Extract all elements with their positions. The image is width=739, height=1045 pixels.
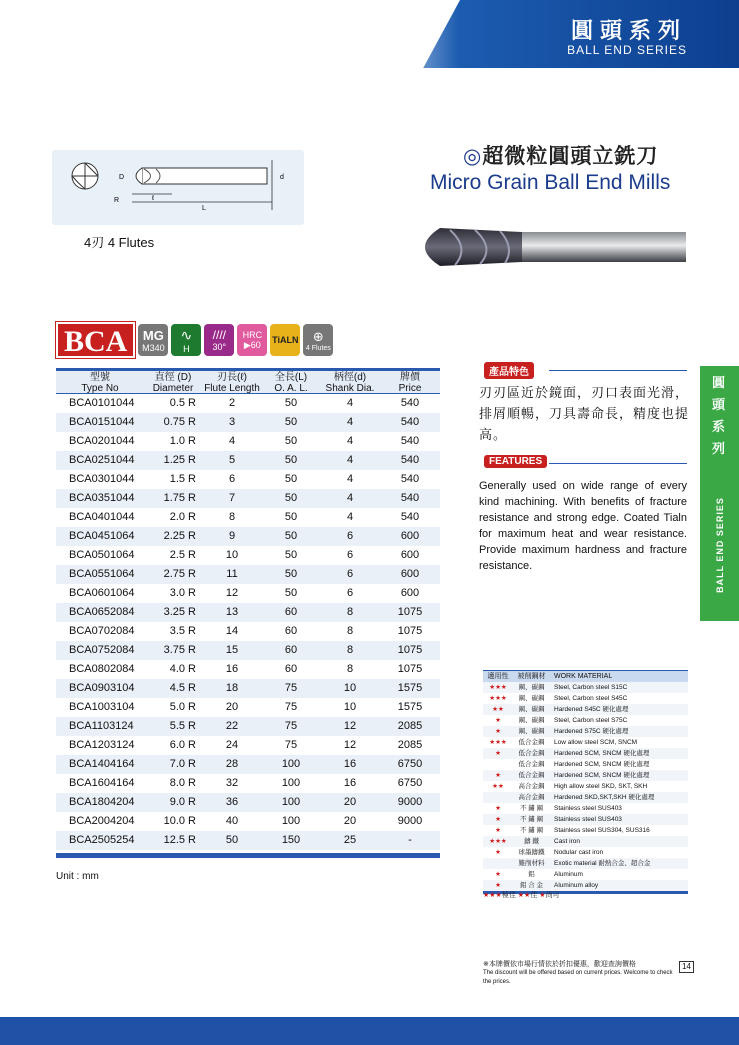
table-cell: 4 [346, 397, 354, 409]
table-row [56, 812, 440, 831]
table-body [56, 394, 440, 850]
table-row [56, 470, 440, 489]
dim-d-label: d [280, 174, 284, 181]
table-cell: 4 [346, 454, 354, 466]
table-cell: 7.0 R [169, 758, 196, 770]
table-row [56, 565, 440, 584]
table-cell: - [408, 834, 412, 846]
table-cell: 3.75 R [163, 644, 196, 656]
table-cell: 14 [225, 625, 239, 637]
table-cell: BCA0903104 [69, 682, 135, 694]
col-diameter: 直徑 (D) Diameter [152, 372, 194, 394]
wm-cell: ★★ [492, 706, 504, 713]
wm-cell: Aluminum alloy [554, 882, 599, 889]
table-row [56, 432, 440, 451]
wm-cell: Hardened SCM, SNCM 硬化處理 [554, 750, 650, 757]
table-cell: 20 [225, 701, 239, 713]
wm-cell [483, 759, 513, 770]
wm-cell: 鋼、碳鋼 [518, 728, 545, 735]
table-cell: 50 [284, 587, 298, 599]
wm-cell: 鋼、碳鋼 [518, 684, 545, 691]
table-row [56, 413, 440, 432]
table-cell: 6.0 R [169, 739, 196, 751]
wm-cell: ★ [495, 750, 501, 757]
table-cell: 9 [228, 530, 236, 542]
wm-cell: 不 鏽 鋼 [519, 816, 544, 823]
unit-label: Unit : mm [56, 871, 99, 882]
table-cell: 10 [225, 549, 239, 561]
table-cell: 540 [400, 492, 420, 504]
table-cell: 5.0 R [169, 701, 196, 713]
table-cell: 2085 [397, 739, 423, 751]
spec-table [56, 368, 440, 858]
wm-header: 適用性 被削鋼材 WORK MATERIAL [483, 670, 688, 682]
table-cell: 50 [284, 511, 298, 523]
table-cell: BCA0752084 [69, 644, 135, 656]
wm-cell: 難削材料 [518, 860, 545, 867]
wm-cell: High allow steel SKD, SKT, SKH [554, 783, 648, 790]
table-row [56, 508, 440, 527]
table-cell: 600 [400, 530, 420, 542]
table-cell: 16 [225, 663, 239, 675]
table-cell: BCA0451064 [69, 530, 135, 542]
wm-cell: Nodular cast iron [554, 849, 604, 856]
table-bottom-rule [56, 853, 440, 858]
wm-cell: ★ [495, 849, 501, 856]
wm-row [483, 781, 688, 792]
col-oal: 全長(L) O. A. L. [274, 372, 308, 394]
table-cell: 540 [400, 511, 420, 523]
table-cell: BCA0601064 [69, 587, 135, 599]
table-cell: 6 [228, 473, 236, 485]
table-cell: 20 [343, 796, 357, 808]
table-cell: 4.0 R [169, 663, 196, 675]
dim-R-label: R [114, 197, 120, 204]
table-cell: 1075 [397, 625, 423, 637]
wm-cell: ★ [495, 717, 501, 724]
wm-cell: Hardened SKD,SKT,SKH 硬化處理 [554, 794, 655, 801]
wm-row [483, 759, 688, 770]
table-cell: 75 [284, 720, 298, 732]
table-cell: 10 [343, 682, 357, 694]
table-cell: 540 [400, 473, 420, 485]
col-shank: 柄徑(d) Shank Dia. [325, 372, 375, 394]
table-cell: 9000 [397, 796, 423, 808]
mg-badge: MG M340 [138, 324, 168, 356]
helix-badge: //// 30° [204, 324, 234, 356]
table-cell: 8 [346, 663, 354, 675]
table-cell: 2.5 R [169, 549, 196, 561]
wm-cell: ★★★ [489, 838, 507, 845]
table-row [56, 774, 440, 793]
wm-cell: ★★★ [489, 739, 507, 746]
features-en-text: Generally used on wide range of every kind machining. With benefits of fracture resistance and strong edge. Coated Tialn for maximum heat and wear resistance. Provide maximum hardness and fracture resistance. [479, 480, 687, 572]
table-cell: 60 [284, 606, 298, 618]
dim-D-label: D [119, 174, 125, 181]
wm-cell: Hardened SCM, SNCM 硬化處理 [554, 761, 650, 768]
wm-cell: Steel, Carbon steel S45C [554, 695, 628, 702]
wm-cell: 不 鏽 鋼 [519, 827, 544, 834]
wm-row [483, 858, 688, 869]
page-number: 14 [679, 961, 694, 973]
wm-row [483, 682, 688, 693]
table-cell: BCA0101044 [69, 397, 135, 409]
table-cell: 3 [228, 416, 236, 428]
table-cell: 12 [343, 720, 357, 732]
wm-cell [483, 792, 513, 803]
wm-row [483, 693, 688, 704]
wm-cell: Hardened S75C 硬化處理 [554, 728, 629, 735]
table-cell: 1.75 R [163, 492, 196, 504]
table-row [56, 622, 440, 641]
table-cell: 4 [346, 511, 354, 523]
table-cell: 600 [400, 549, 420, 561]
table-cell: 16 [343, 777, 357, 789]
table-cell: 4 [228, 435, 236, 447]
wm-cell: ★ [495, 882, 501, 889]
end-mill-photo [410, 218, 688, 274]
table-cell: 2085 [397, 720, 423, 732]
table-cell: 540 [400, 397, 420, 409]
table-cell: 50 [284, 397, 298, 409]
product-title-cn: ◎超微粒圓頭立銑刀 [463, 145, 659, 168]
table-cell: 2.75 R [163, 568, 196, 580]
wm-cell: ★ [495, 871, 501, 878]
table-cell: 25 [343, 834, 357, 846]
col-price: 牌價 Price [398, 372, 422, 394]
table-cell: 6 [346, 568, 354, 580]
wm-cell: 球墨鑄鐵 [518, 849, 545, 856]
table-cell: 100 [281, 796, 301, 808]
table-cell: 22 [225, 720, 239, 732]
wm-cell: ★★★ [489, 695, 507, 702]
wm-row [483, 726, 688, 737]
table-cell: BCA0501064 [69, 549, 135, 561]
table-cell: 9000 [397, 815, 423, 827]
table-cell: BCA2505254 [69, 834, 135, 846]
table-row [56, 451, 440, 470]
price-disclaimer: ※本牌價依市場行情依於折扣優惠，歡迎查詢價格 The discount will be offered based on current prices. Welcome to check the prices. [483, 961, 673, 985]
table-cell: 6 [346, 549, 354, 561]
table-header [56, 368, 440, 394]
flutes-label: 4刃 4 Flutes [84, 235, 155, 250]
table-cell: BCA0251044 [69, 454, 135, 466]
table-cell: 50 [284, 473, 298, 485]
wm-row [483, 825, 688, 836]
table-cell: BCA2004204 [69, 815, 135, 827]
table-row [56, 394, 440, 413]
wm-cell: 低合金鋼 [518, 750, 545, 757]
wm-cell: Hardened S45C 硬化處理 [554, 706, 629, 713]
table-cell: 100 [281, 758, 301, 770]
table-cell: 2.0 R [169, 511, 196, 523]
table-cell: 4 [346, 473, 354, 485]
table-cell: 9.0 R [169, 796, 196, 808]
footer-bar [0, 1017, 739, 1045]
wm-cell: Hardened SCM, SNCM 硬化處理 [554, 772, 650, 779]
wm-cell: Steel, Carbon steel S75C [554, 717, 628, 724]
wm-cell: 鋼、碳鋼 [518, 695, 545, 702]
col-flute-length: 刃長(ℓ) Flute Length [204, 372, 260, 394]
table-cell: BCA1003104 [69, 701, 135, 713]
wm-row [483, 803, 688, 814]
table-cell: 600 [400, 587, 420, 599]
wm-cell [483, 858, 513, 869]
table-cell: 13 [225, 606, 239, 618]
table-cell: 75 [284, 739, 298, 751]
table-cell: 6750 [397, 777, 423, 789]
table-cell: 3.25 R [163, 606, 196, 618]
table-cell: 8 [346, 606, 354, 618]
wm-cell: ★ [495, 805, 501, 812]
table-cell: BCA0401044 [69, 511, 135, 523]
table-cell: 1.5 R [169, 473, 196, 485]
table-cell: 1075 [397, 644, 423, 656]
table-cell: BCA0551064 [69, 568, 135, 580]
table-cell: 540 [400, 435, 420, 447]
table-row [56, 546, 440, 565]
wm-cell: 鑄 鐵 [524, 838, 539, 845]
table-row [56, 584, 440, 603]
table-cell: 28 [225, 758, 239, 770]
table-cell: 75 [284, 682, 298, 694]
divider [549, 463, 687, 464]
table-row [56, 755, 440, 774]
table-cell: 4 [346, 492, 354, 504]
table-cell: 4 [346, 416, 354, 428]
wm-cell: Low allow steel SCM, SNCM [554, 739, 638, 746]
wm-cell: 低合金鋼 [518, 772, 545, 779]
wm-cell: Exotic material 耐熱合金、超合金 [554, 860, 651, 867]
table-cell: 10 [343, 701, 357, 713]
table-cell: 4 [346, 435, 354, 447]
table-cell: 20 [343, 815, 357, 827]
table-cell: BCA1404164 [69, 758, 135, 770]
table-cell: 11 [226, 568, 238, 580]
table-cell: 10.0 R [163, 815, 196, 827]
table-cell: 540 [400, 454, 420, 466]
table-cell: 3.5 R [169, 625, 196, 637]
wm-cell: 高合金鋼 [518, 783, 545, 790]
table-cell: 5 [228, 454, 236, 466]
table-cell: 50 [284, 549, 298, 561]
table-cell: 50 [284, 435, 298, 447]
table-row [56, 527, 440, 546]
wm-cell: ★★★ [489, 684, 507, 691]
table-cell: 100 [281, 777, 301, 789]
table-cell: 5.5 R [169, 720, 196, 732]
table-cell: BCA1604164 [69, 777, 135, 789]
table-cell: 50 [284, 454, 298, 466]
work-material-table [483, 670, 688, 894]
wm-cell: ★★ [492, 783, 504, 790]
table-cell: 50 [284, 492, 298, 504]
wm-cell: 高合金鋼 [518, 794, 545, 801]
col-type: 型號 Type No [81, 372, 119, 394]
hardness-h-badge: ∿ H [171, 324, 201, 356]
table-cell: BCA0702084 [69, 625, 135, 637]
table-cell: BCA0301044 [69, 473, 135, 485]
wm-cell: Stainless steel SUS304, SUS316 [554, 827, 650, 834]
table-cell: 8 [228, 511, 236, 523]
wm-row [483, 869, 688, 880]
dim-L-label: L [202, 205, 206, 212]
wm-row [483, 715, 688, 726]
table-cell: 50 [284, 416, 298, 428]
table-row [56, 679, 440, 698]
wm-row [483, 770, 688, 781]
side-tab-cn: 圓頭系列 [712, 375, 726, 456]
series-title-cn: 圓頭系列 [570, 18, 687, 43]
wm-cell: ★ [495, 772, 501, 779]
wm-row [483, 847, 688, 858]
table-cell: 0.75 R [163, 416, 196, 428]
table-cell: 12 [225, 587, 239, 599]
wm-row [483, 737, 688, 748]
table-cell: 12 [343, 739, 357, 751]
brand-badge: BCA [56, 322, 135, 358]
table-cell: 540 [400, 416, 420, 428]
table-row [56, 698, 440, 717]
table-cell: 600 [400, 568, 420, 580]
table-cell: 12.5 R [163, 834, 196, 846]
table-cell: 3.0 R [169, 587, 196, 599]
table-cell: 50 [225, 834, 239, 846]
wm-row [483, 748, 688, 759]
features-cn-text: 刃刃區近於鏡面，刃口表面光滑，排屑順暢，刀具壽命長，精度也提高。 [479, 385, 690, 442]
table-cell: 60 [284, 644, 298, 656]
wm-cell: 低合金鋼 [518, 761, 545, 768]
table-cell: 18 [225, 682, 239, 694]
table-cell: 50 [284, 530, 298, 542]
dim-l-label: ℓ [152, 195, 155, 202]
table-cell: BCA0802084 [69, 663, 135, 675]
table-cell: BCA0351044 [69, 492, 135, 504]
wm-body [483, 682, 688, 891]
wm-row [483, 704, 688, 715]
table-cell: 1575 [397, 682, 423, 694]
series-title-en: BALL END SERIES [567, 43, 687, 57]
wm-cell: 鋁 合 金 [519, 882, 544, 889]
table-cell: 8 [346, 625, 354, 637]
table-cell: 6 [346, 530, 354, 542]
hrc-badge: HRC ▶60 [237, 324, 267, 356]
wm-cell: 低合金鋼 [518, 739, 545, 746]
wm-cell: 鋼、碳鋼 [518, 717, 545, 724]
table-cell: 150 [281, 834, 301, 846]
table-cell: 1.0 R [169, 435, 196, 447]
table-row [56, 660, 440, 679]
table-cell: BCA0151044 [69, 416, 135, 428]
table-cell: 2 [228, 397, 236, 409]
table-row [56, 489, 440, 508]
tool-drawing-svg [52, 150, 304, 225]
table-row [56, 641, 440, 660]
features-cn-label: 產品特色 [484, 362, 534, 379]
wm-row [483, 836, 688, 847]
side-tab-en: BALL END SERIES [714, 497, 725, 593]
wm-row [483, 814, 688, 825]
header-cut [0, 0, 460, 68]
table-cell: BCA1804204 [69, 796, 135, 808]
table-cell: BCA1203124 [69, 739, 135, 751]
table-cell: BCA0201044 [69, 435, 135, 447]
wm-cell: Cast iron [554, 838, 581, 845]
table-row [56, 717, 440, 736]
table-cell: 50 [284, 568, 298, 580]
coating-badge: TiALN [270, 324, 300, 356]
table-row [56, 831, 440, 850]
bullet-icon: ◎ [463, 145, 483, 168]
flutes-badge: ⊕ 4 Flutes [303, 324, 333, 356]
table-cell: 15 [225, 644, 239, 656]
table-cell: 60 [284, 663, 298, 675]
table-row [56, 793, 440, 812]
table-row [56, 736, 440, 755]
wm-cell: 鋼、碳鋼 [518, 706, 545, 713]
table-cell: 60 [284, 625, 298, 637]
table-cell: 0.5 R [169, 397, 196, 409]
wm-cell: ★ [495, 816, 501, 823]
table-cell: 75 [284, 701, 298, 713]
table-cell: 8.0 R [169, 777, 196, 789]
wm-cell: ★ [495, 728, 501, 735]
table-cell: 2.25 R [163, 530, 196, 542]
table-cell: 1075 [397, 606, 423, 618]
table-cell: 6750 [397, 758, 423, 770]
wm-cell: 不 鏽 鋼 [519, 805, 544, 812]
table-cell: 32 [225, 777, 239, 789]
tool-drawing [52, 150, 304, 225]
divider [549, 370, 687, 371]
table-cell: 1.25 R [163, 454, 196, 466]
spec-badges [56, 322, 333, 358]
table-cell: 8 [346, 644, 354, 656]
rating-legend: ★★★極佳 ★★佳 ★尚可 [483, 892, 560, 899]
table-cell: 4.5 R [169, 682, 196, 694]
wm-cell: ★ [495, 827, 501, 834]
table-cell: 100 [281, 815, 301, 827]
table-cell: 1575 [397, 701, 423, 713]
product-title-en: Micro Grain Ball End Mills [430, 171, 671, 194]
table-cell: 40 [225, 815, 239, 827]
wm-cell: 鋁 [528, 871, 535, 878]
table-cell: 6 [346, 587, 354, 599]
wm-cell: Steel, Carbon steel S15C [554, 684, 628, 691]
table-cell: 1075 [397, 663, 423, 675]
table-cell: BCA1103124 [69, 720, 134, 732]
wm-cell: Stainless steel SUS403 [554, 816, 622, 823]
table-cell: 24 [225, 739, 239, 751]
wm-row [483, 792, 688, 803]
table-cell: 36 [225, 796, 239, 808]
features-en-label: FEATURES [484, 455, 547, 468]
wm-cell: Stainless steel SUS403 [554, 805, 622, 812]
table-cell: BCA0652084 [69, 606, 135, 618]
wm-cell: Aluminum [554, 871, 583, 878]
table-cell: 7 [228, 492, 236, 504]
table-row [56, 603, 440, 622]
table-cell: 16 [343, 758, 357, 770]
